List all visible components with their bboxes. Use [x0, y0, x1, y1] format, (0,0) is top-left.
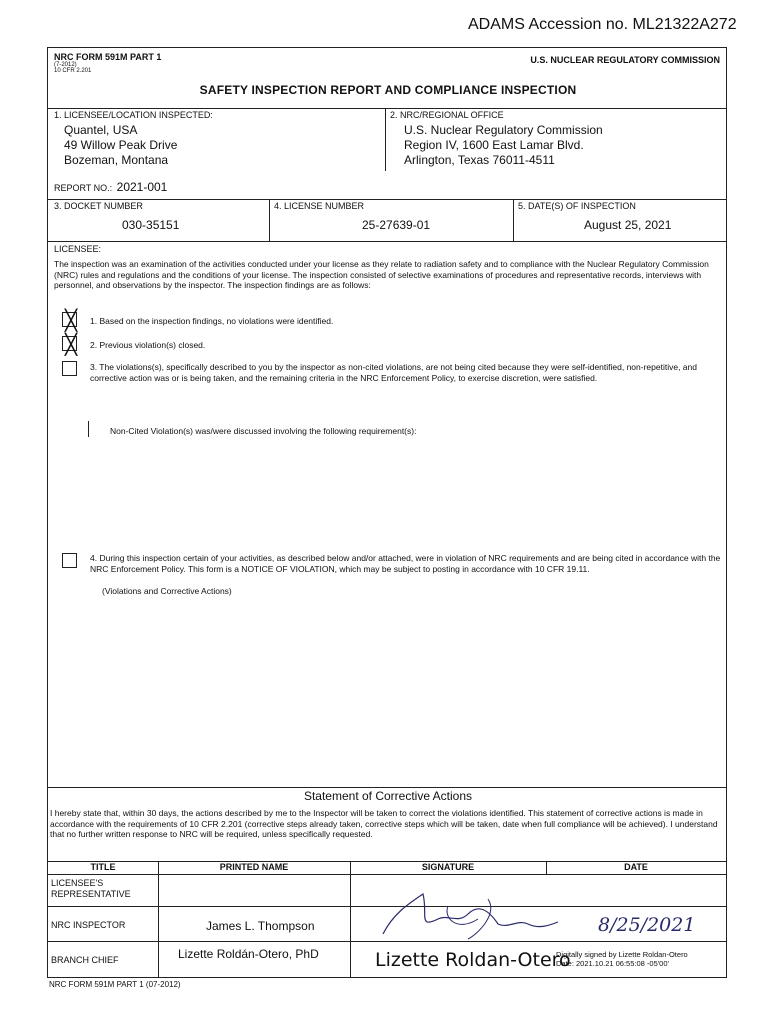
- inspection-date-value: August 25, 2021: [584, 218, 672, 232]
- row-branch-chief-title: BRANCH CHIEF: [51, 955, 119, 965]
- form-id: NRC FORM 591M PART 1: [54, 52, 162, 62]
- docket-value: 030-35151: [122, 218, 180, 232]
- check-x-icon: ╳: [65, 332, 78, 356]
- col-title-header: TITLE: [90, 862, 116, 872]
- licensee-name: Quantel, USA: [64, 123, 138, 137]
- office-name: U.S. Nuclear Regulatory Commission: [404, 123, 603, 137]
- licensee-heading: LICENSEE:: [54, 244, 102, 254]
- docket-label: 3. DOCKET NUMBER: [54, 201, 143, 211]
- divider: [48, 241, 726, 242]
- report-number-label: REPORT NO.:: [54, 183, 113, 193]
- office-street: Region IV, 1600 East Lamar Blvd.: [404, 138, 584, 152]
- regional-office-address: [404, 123, 603, 168]
- cfr-reference: 10 CFR 2.201: [54, 68, 92, 74]
- row-inspector-title: NRC INSPECTOR: [51, 920, 126, 930]
- finding-4-text: 4. During this inspection certain of your activities, as described below and/or attached, were in violation of NRC requirements and are being cited in accordance with the NRC Enforcement Policy. This form is a NOTICE OF VIOLATION, which may be subject to posting in accordance with 10 CFR 19.11.: [90, 553, 721, 574]
- report-number-value: 2021-001: [116, 180, 168, 194]
- divider: [48, 199, 726, 200]
- form-identifier: [54, 52, 161, 74]
- form-date: (7-2012): [54, 62, 77, 68]
- licensee-city: Bozeman, Montana: [64, 153, 169, 167]
- office-city: Arlington, Texas 76011-4511: [404, 153, 555, 167]
- finding-1-checkbox[interactable]: [62, 308, 78, 332]
- agency-name: U.S. NUCLEAR REGULATORY COMMISSION: [530, 55, 720, 65]
- row-licensee-rep-title: [51, 878, 131, 900]
- title-line-2: REPRESENTATIVE: [51, 889, 131, 899]
- licensee-address: [64, 123, 177, 168]
- finding-3-text: 3. The violations(s), specifically described to you by the inspector as non-cited violations, are not being cited because they were self-identified, non-repetitive, and corrective action was or is being taken, and the remaining criteria in the NRC Enforcement Policy, to exercise discretion, were satisfied.: [90, 362, 697, 383]
- branch-chief-name: Lizette Roldán-Otero, PhD: [178, 947, 319, 961]
- licensee-location-label: 1. LICENSEE/LOCATION INSPECTED:: [54, 110, 213, 120]
- divider: [48, 941, 726, 942]
- divider: [269, 199, 270, 241]
- accession-number: ADAMS Accession no. ML21322A272: [468, 16, 737, 33]
- license-value: 25-27639-01: [362, 218, 431, 232]
- divider: [48, 874, 726, 875]
- divider: [385, 108, 386, 171]
- finding-2-checkbox[interactable]: [62, 332, 78, 356]
- finding-4-checkbox[interactable]: [62, 553, 77, 568]
- form-title: SAFETY INSPECTION REPORT AND COMPLIANCE INSPECTION: [199, 83, 577, 97]
- form-footer: NRC FORM 591M PART 1 (07-2012): [49, 980, 181, 989]
- finding-4-subtext: (Violations and Corrective Actions): [102, 586, 232, 596]
- ncv-marker: [88, 421, 89, 437]
- finding-1-text: 1. Based on the inspection findings, no violations were identified.: [90, 316, 334, 326]
- digital-signature-date: Date: 2021.10.21 06:55:08 -05'00': [556, 959, 669, 968]
- ncv-text: Non-Cited Violation(s) was/were discussed involving the following requirement(s):: [110, 426, 417, 436]
- branch-chief-digital-signature: Lizette Roldan-Otero: [375, 949, 571, 971]
- divider: [546, 861, 547, 874]
- inspection-date-label: 5. DATE(S) OF INSPECTION: [518, 201, 636, 211]
- finding-2-text: 2. Previous violation(s) closed.: [90, 340, 206, 350]
- divider: [158, 861, 159, 978]
- col-name-header: PRINTED NAME: [219, 862, 289, 872]
- digital-signature-signer: Digitally signed by Lizette Roldan-Otero: [556, 950, 688, 959]
- finding-3-checkbox[interactable]: [62, 361, 77, 376]
- inspector-name: James L. Thompson: [206, 919, 315, 933]
- inspector-signature: [348, 884, 563, 942]
- digital-signature-info: [556, 950, 688, 968]
- divider: [48, 108, 726, 109]
- report-number: [54, 178, 167, 196]
- inspection-form: [47, 47, 727, 978]
- title-line-1: LICENSEE'S: [51, 878, 104, 888]
- corrective-actions-statement: I hereby state that, within 30 days, the actions described by me to the Inspector will be taken to correct the violations identified. This statement of corrective actions is made in accordance with the requirements of 10 CFR 2.201 (corrective steps already taken, corrective steps which will be taken, date when full compliance will be achieved). I understand that no further written response to NRC will be required, unless specifically requested.: [50, 808, 718, 839]
- col-signature-header: SIGNATURE: [421, 862, 475, 872]
- inspector-signed-date: 8/25/2021: [598, 914, 696, 936]
- divider: [48, 787, 726, 788]
- check-x-icon: ╳: [65, 308, 78, 332]
- license-label: 4. LICENSE NUMBER: [274, 201, 365, 211]
- inspection-intro: The inspection was an examination of the activities conducted under your license as they relate to radiation safety and to compliance with the Nuclear Regulatory Commission (NRC) rules and regulations and the conditions of your license. The inspection consisted of selective examinations of procedures and representative records, interviews with personnel, and observations by the inspector. The inspection findings are as follows:: [54, 259, 709, 290]
- licensee-street: 49 Willow Peak Drive: [64, 138, 178, 152]
- divider: [513, 199, 514, 241]
- col-date-header: DATE: [624, 862, 648, 872]
- regional-office-label: 2. NRC/REGIONAL OFFICE: [390, 110, 504, 120]
- corrective-actions-title: Statement of Corrective Actions: [303, 789, 473, 803]
